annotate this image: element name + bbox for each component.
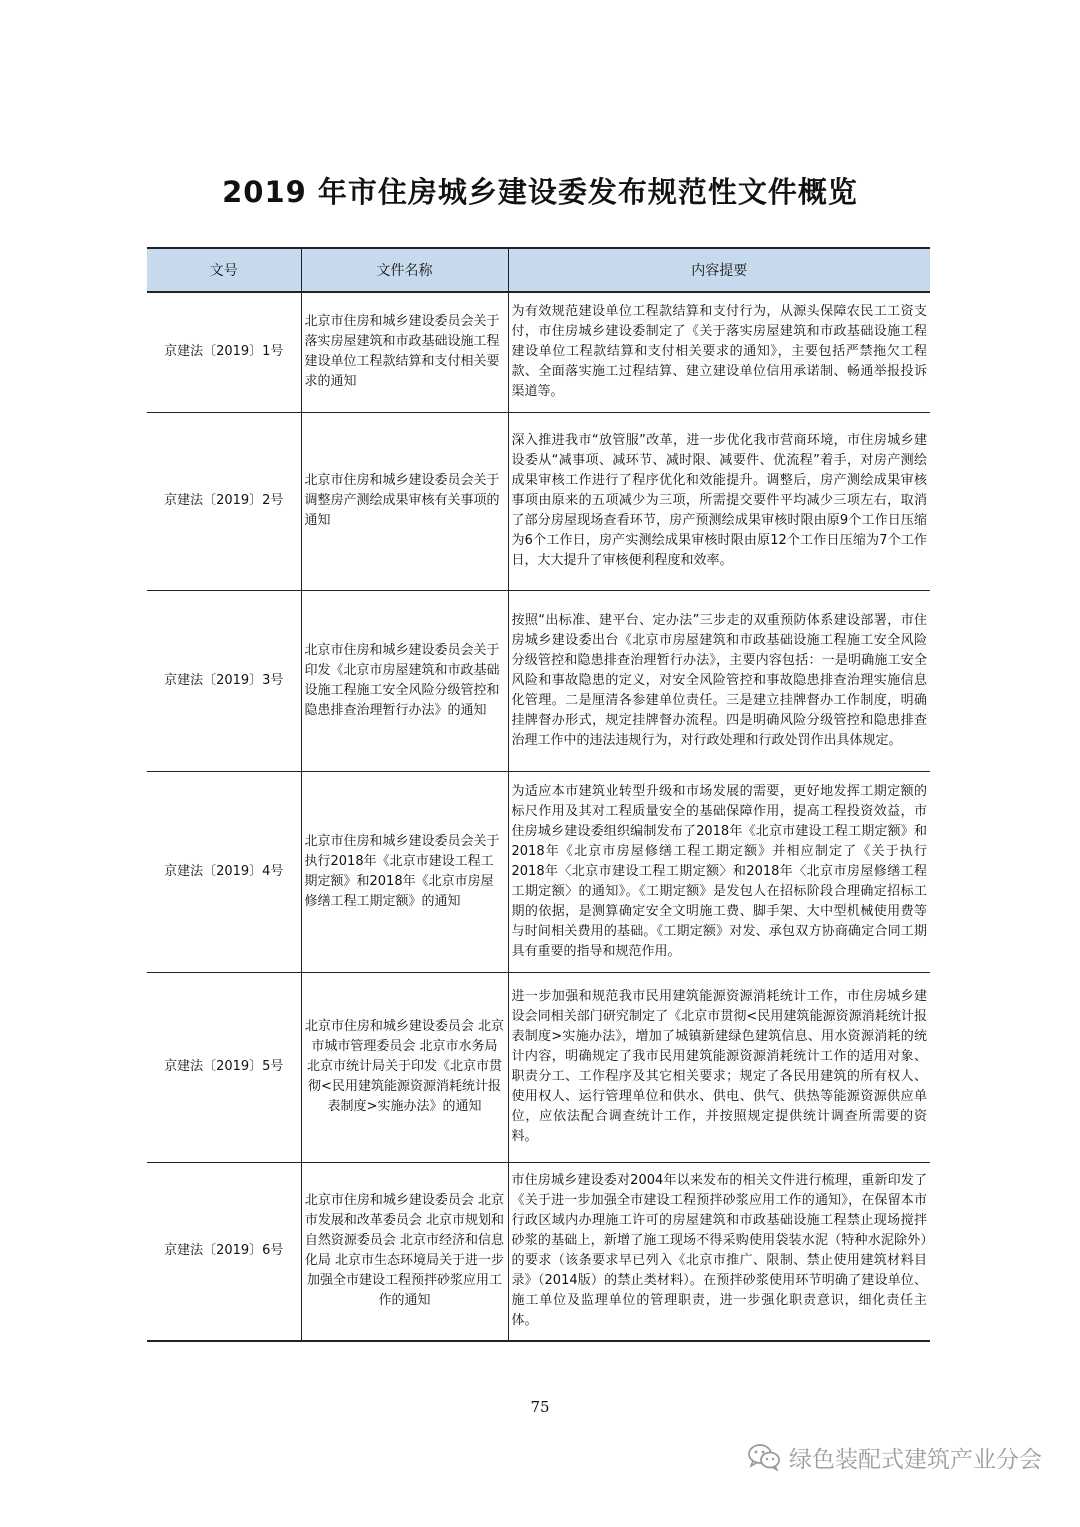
doc-name: 北京市住房和城乡建设委员会关于调整房产测绘成果审核有关事项的通知 <box>301 412 508 590</box>
documents-table <box>147 247 930 1342</box>
header-summary: 内容提要 <box>508 248 930 292</box>
table-row <box>147 292 930 412</box>
page-title: 2019 年市住房城乡建设委发布规范性文件概览 <box>222 175 858 209</box>
page-number: 75 <box>530 1398 550 1416</box>
doc-summary: 进一步加强和规范我市民用建筑能源资源消耗统计工作，市住房城乡建设会同相关部门研究制定了《北京市贯彻<民用建筑能源资源消耗统计报表制度>实施办法》，增加了城镇新建绿色建筑信息、用水资源消耗的统计内容，明确规定了我市民用建筑能源资源消耗统计工作的适用对象、职责分工、工作程序及其它相关要求；规定了各民用建筑的所有权人、使用权人、运行管理单位和供水、供电、供气、供热等能源资源供应单位，应依法配合调查统计工作，并按照规定提供统计调查所需要的资料。 <box>508 972 930 1162</box>
watermark-text: 绿色装配式建筑产业分会 <box>789 1446 1042 1473</box>
doc-summary: 为有效规范建设单位工程款结算和支付行为，从源头保障农民工工资支付，市住房城乡建设委制定了《关于落实房屋建筑和市政基础设施工程建设单位工程款结算和支付相关要求的通知》，主要包括严禁拖欠工程款、全面落实施工过程结算、建立建设单位信用承诺制、畅通举报投诉渠道等。 <box>508 292 930 412</box>
doc-summary: 市住房城乡建设委对2004年以来发布的相关文件进行梳理，重新印发了《关于进一步加强全市建设工程预拌砂浆应用工作的通知》，在保留本市行政区域内办理施工许可的房屋建筑和市政基础设施工程禁止现场搅拌砂浆的基础上，新增了施工现场不得采购使用袋装水泥（特种水泥除外）的要求（该条要求早已列入《北京市推广、限制、禁止使用建筑材料目录》（2014版）的禁止类材料）。在预拌砂浆使用环节明确了建设单位、施工单位及监理单位的管理职责，进一步强化职责意识，细化责任主体。 <box>508 1162 930 1341</box>
doc-name: 北京市住房和城乡建设委员会 北京市发展和改革委员会 北京市规划和自然资源委员会 北京市经济和信息化局 北京市生态环境局关于进一步加强全市建设工程预拌砂浆应用工作的通知 <box>301 1162 508 1341</box>
header-number: 文号 <box>147 248 301 292</box>
doc-name: 北京市住房和城乡建设委员会关于落实房屋建筑和市政基础设施工程建设单位工程款结算和支付相关要求的通知 <box>301 292 508 412</box>
doc-name: 北京市住房和城乡建设委员会 北京市城市管理委员会 北京市水务局 北京市统计局关于印发《北京市贯彻<民用建筑能源资源消耗统计报表制度>实施办法》的通知 <box>301 972 508 1162</box>
doc-number: 京建法〔2019〕4号 <box>147 771 301 972</box>
watermark <box>747 1437 1042 1477</box>
table-row <box>147 412 930 590</box>
doc-summary: 深入推进我市“放管服”改革，进一步优化我市营商环境，市住房城乡建设委从“减事项、减环节、减时限、减要件、优流程”着手，对房产测绘成果审核工作进行了程序优化和效能提升。调整后，房产测绘成果审核事项由原来的五项减少为三项，所需提交要件平均减少三项左右，取消了部分房屋现场查看环节，房产预测绘成果审核时限由原9个工作日压缩为6个工作日，房产实测绘成果审核时限由原12个工作日压缩为7个工作日，大大提升了审核便利程度和效率。 <box>508 412 930 590</box>
doc-summary: 按照“出标准、建平台、定办法”三步走的双重预防体系建设部署，市住房城乡建设委出台《北京市房屋建筑和市政基础设施工程施工安全风险分级管控和隐患排查治理暂行办法》，主要内容包括：一是明确施工安全风险和事故隐患的定义，对安全风险管控和事故隐患排查治理实施信息化管理。二是厘清各参建单位责任。三是建立挂牌督办工作制度，明确挂牌督办形式，规定挂牌督办流程。四是明确风险分级管控和隐患排查治理工作中的违法违规行为，对行政处理和行政处罚作出具体规定。 <box>508 590 930 771</box>
header-name: 文件名称 <box>301 248 508 292</box>
table-row <box>147 1162 930 1341</box>
table-row <box>147 972 930 1162</box>
wechat-icon <box>747 1443 781 1471</box>
doc-name: 北京市住房和城乡建设委员会关于印发《北京市房屋建筑和市政基础设施工程施工安全风险分级管控和隐患排查治理暂行办法》的通知 <box>301 590 508 771</box>
doc-name: 北京市住房和城乡建设委员会关于执行2018年《北京市建设工程工期定额》和2018年《北京市房屋修缮工程工期定额》的通知 <box>301 771 508 972</box>
table-row <box>147 771 930 972</box>
doc-number: 京建法〔2019〕2号 <box>147 412 301 590</box>
doc-number: 京建法〔2019〕5号 <box>147 972 301 1162</box>
doc-number: 京建法〔2019〕6号 <box>147 1162 301 1341</box>
doc-summary: 为适应本市建筑业转型升级和市场发展的需要，更好地发挥工期定额的标尺作用及其对工程质量安全的基础保障作用，提高工程投资效益，市住房城乡建设委组织编制发布了2018年《北京市建设工程工期定额》和2018年《北京市房屋修缮工程工期定额》并相应制定了《关于执行2018年〈北京市建设工程工期定额〉和2018年〈北京市房屋修缮工程工期定额〉的通知》。《工期定额》是发包人在招标阶段合理确定招标工期的依据，是测算确定安全文明施工费、脚手架、大中型机械使用费等与时间相关费用的基础。《工期定额》对发、承包双方协商确定合同工期具有重要的指导和规范作用。 <box>508 771 930 972</box>
table-row <box>147 590 930 771</box>
doc-number: 京建法〔2019〕3号 <box>147 590 301 771</box>
doc-number: 京建法〔2019〕1号 <box>147 292 301 412</box>
table-header-row <box>147 248 930 292</box>
